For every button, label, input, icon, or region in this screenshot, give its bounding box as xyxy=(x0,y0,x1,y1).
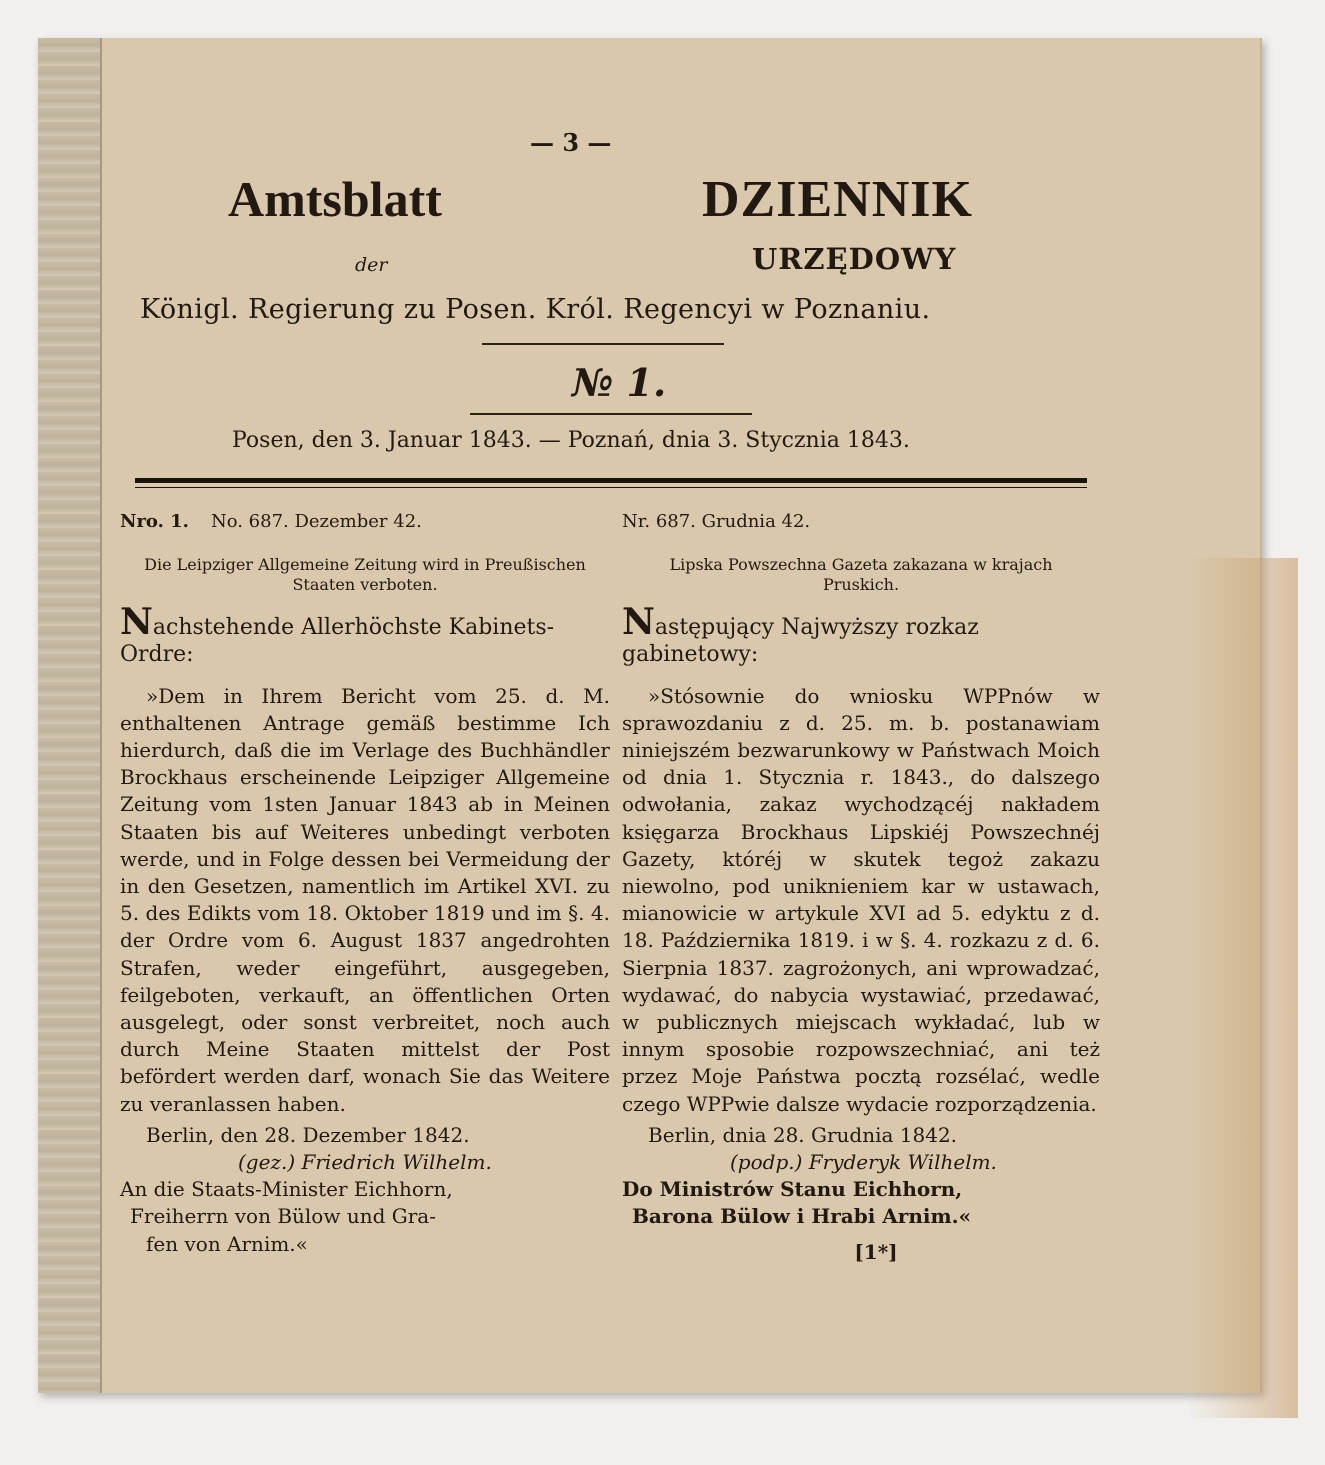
issue-number: № 1. xyxy=(572,360,667,405)
german-sig-addressee: Freiherrn von Bülow und Gra- xyxy=(130,1204,436,1229)
polish-intro xyxy=(622,601,1100,668)
german-reference xyxy=(120,508,610,535)
polish-intro-text: astępujący Najwyższy rozkaz gabinetowy: xyxy=(622,615,979,668)
polish-sig-name: (podp.) Fryderyk Wilhelm. xyxy=(730,1150,997,1175)
polish-intro-initial: N xyxy=(622,601,655,644)
polish-sig-addressee: Barona Bülow i Hrabi Arnim.« xyxy=(632,1204,972,1229)
divider-thick xyxy=(135,478,1087,483)
polish-reference: Nr. 687. Grudnia 42. xyxy=(622,511,811,532)
polish-body: »Stósownie do wniosku WPPnów w sprawozdaniu z d. 25. m. b. postanawiam niniejszém bezwarunkowy w Państwach Moich od dnia 1. Stycznia r. 1843., do dalszego odwołania, zakaz wychodzącéj nakładem księgarza Brockhaus Lipskiéj Powszechnéj Gazety, któréj w skutek tegoż zakazu niewolno, pod uniknieniem kar w ustawach, mianowicie w artykule XVI ad 5. edyktu z d. 18. Października 1819. i w §. 4. rozkazu z d. 6. Sierpnia 1837. zagrożonych, ani wprowadzać, wydawać, do nabycia wystawiać, przedawać, w publicznych miejscach wykładać, lub w innym sposobie rozpowszechniać, ani też przez Moje Państwa pocztą rozsélać, wedle czego WPPwie dalsze wydacie rozporządzenia. xyxy=(622,683,1100,1116)
polish-signature xyxy=(622,1122,1100,1231)
page-number: — 3 — xyxy=(530,128,612,157)
polish-sig-addressee: Do Ministrów Stanu Eichhorn, xyxy=(622,1177,963,1202)
german-sig-addressee: An die Staats-Minister Eichhorn, xyxy=(120,1177,453,1202)
german-ref-nro: Nro. 1. xyxy=(120,511,189,532)
signature-mark: [1*] xyxy=(854,1239,898,1264)
german-body: »Dem in Ihrem Bericht vom 25. d. M. enthaltenen Antrage gemäß bestimme Ich hierdurch, daß die im Verlage des Buchhändler Brockhaus erscheinende Leipziger Allgemeine Zeitung vom 1sten Januar 1843 ab in Meinen Staaten bis auf Weiteres unbedingt verboten werde, und in Folge dessen bei Vermeidung der in den Gesetzen, namentlich im Artikel XVI. zu 5. des Edikts vom 18. Oktober 1819 und im §. 4. der Ordre vom 6. August 1837 angedrohten Strafen, weder eingeführt, ausgegeben, feilgeboten, verkauft, an öffentlichen Orten ausgelegt, oder sonst verbreitet, noch auch durch Meine Staaten mittelst der Post befördert werden darf, wonach Sie das Weitere zu veranlassen haben. xyxy=(120,683,610,1116)
title-german: Amtsblatt xyxy=(228,171,442,227)
german-signature xyxy=(120,1122,610,1258)
title-polish-subtitle: URZĘDOWY xyxy=(752,242,957,276)
regency-line: Königl. Regierung zu Posen. Król. Regencyi w Poznaniu. xyxy=(140,294,931,325)
polish-heading: Lipska Powszechna Gazeta zakazana w krajach Pruskich. xyxy=(669,555,1053,595)
german-heading: Die Leipziger Allgemeine Zeitung wird in Preußischen Staaten verboten. xyxy=(144,555,586,595)
german-intro-initial: N xyxy=(120,601,153,644)
german-sig-addressee: fen von Arnim.« xyxy=(146,1231,308,1256)
date-line: Posen, den 3. Januar 1843. — Poznań, dnia 3. Stycznia 1843. xyxy=(232,428,910,453)
german-sig-place: Berlin, den 28. Dezember 1842. xyxy=(146,1122,470,1147)
german-intro-text: achstehende Allerhöchste Kabinets-Ordre: xyxy=(120,615,555,668)
divider xyxy=(470,413,752,415)
german-column xyxy=(120,508,610,1258)
german-ref-text: No. 687. Dezember 42. xyxy=(210,511,422,532)
title-german-der: der xyxy=(355,254,388,276)
polish-sig-place: Berlin, dnia 28. Grudnia 1842. xyxy=(648,1122,958,1147)
polish-column xyxy=(622,508,1100,1266)
german-intro xyxy=(120,601,610,668)
divider-thin xyxy=(135,487,1087,488)
divider xyxy=(482,343,724,345)
title-polish: DZIENNIK xyxy=(702,171,973,228)
german-sig-name: (gez.) Friedrich Wilhelm. xyxy=(238,1150,492,1175)
